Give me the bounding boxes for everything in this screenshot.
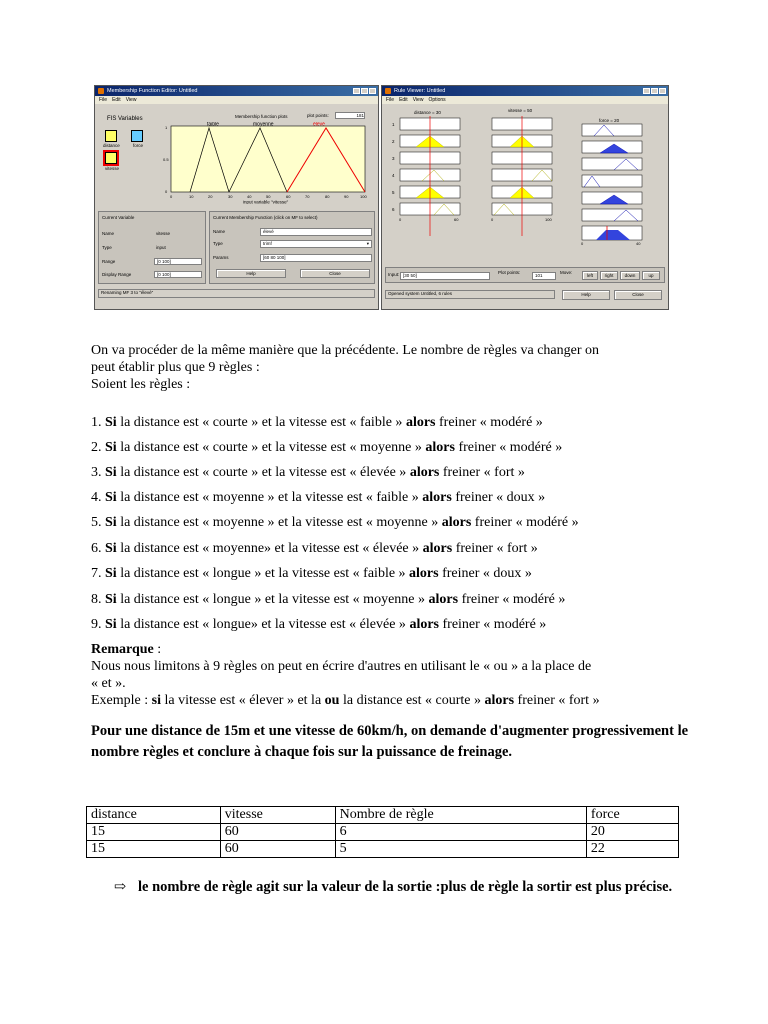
table-header: distance [87,807,221,824]
move-label: Move: [560,270,573,275]
menu-options[interactable]: Options [428,97,446,103]
row-number: 1 [392,122,395,127]
rule-viewer-window [381,85,669,310]
rule-item: 5. Si la distance est « moyenne » et la vitesse est « moyenne » alors freiner « modéré » [91,515,579,530]
remarque-line-2: « et ». [91,676,126,691]
var-force-icon[interactable] [131,130,143,142]
y-tick-1: 1 [165,125,168,130]
col3-tick: 40 [636,241,641,246]
rule-item: 2. Si la distance est « courte » et la vitesse est « moyenne » alors freiner « modéré » [91,440,563,455]
conclusion-text: le nombre de règle agit sur la valeur de la sortie :plus de règle la sortir est plus précise. [138,879,673,895]
row-number: 6 [392,207,395,212]
x-tick: 60 [286,194,291,199]
conclusion [114,876,674,898]
mf-status-bar: Renaming MF 3 to "élevé" [98,289,375,298]
col-vitesse-label: vitesse = 50 [508,108,533,113]
intro-paragraph [91,342,599,393]
input-label: Input: [388,272,400,277]
row-number: 4 [392,173,395,178]
input-vector-field[interactable]: [30 50] [400,272,490,280]
close-button[interactable]: Close [300,269,370,278]
table-row [87,824,679,841]
rule-item: 6. Si la distance est « moyenne» et la vitesse est « élevée » alors freiner « fort » [91,541,538,556]
rv-status-bar: Opened system Untitled, 6 rules [385,290,555,299]
distance-column [400,116,460,236]
rule-item: 4. Si la distance est « moyenne » et la vitesse est « faible » alors freiner « doux » [91,490,546,505]
intro-line-1: On va procéder de la même manière que la précédente. Le nombre de règles va changer on [91,343,600,358]
rule-viewer-titlebar [382,86,668,96]
mf-label-moyenne: moyenne [253,122,274,128]
table-header: vitesse [220,807,335,824]
x-axis-label: input variable "vitesse" [243,199,289,204]
menu-file[interactable]: File [386,97,395,103]
x-tick: 100 [360,194,367,199]
current-mf-label: Current Membership Function (click on MF to select) [213,215,318,220]
table-cell: 60 [220,824,335,841]
rule-viewer-title: Rule Viewer: Untitled [394,88,446,94]
mf-type-label: Type [213,241,223,246]
col-distance-label: distance = 30 [414,110,441,115]
current-variable-label: Current Variable [102,215,135,220]
remarque-title: Remarque [91,642,154,657]
cv-display-range-label: Display Range [102,272,132,277]
mf-plot-title: Membership function plots [235,114,288,119]
col-force-label: force = 20 [599,118,620,123]
results-table [86,806,679,858]
row-number: 5 [392,190,395,195]
force-column [582,124,642,240]
move-down-button[interactable]: down [620,271,640,280]
menu-view[interactable]: View [125,97,137,103]
arrow-right-icon: ⇨ [114,879,127,895]
table-cell: 20 [586,824,678,841]
table-cell: 15 [87,824,221,841]
col2-tick: 100 [545,217,552,222]
membership-function-editor-window [94,85,379,310]
y-tick-0: 0 [165,189,168,194]
plot-points-label: plot points: [307,113,329,118]
move-up-button[interactable]: up [642,271,660,280]
remarque-example: Exemple : si la vitesse est « élever » et la ou la distance est « courte » alors freiner « fort » [91,693,600,708]
x-tick: 50 [266,194,271,199]
col3-tick: 0 [581,241,584,246]
minimize-icon[interactable] [643,88,650,94]
rv-plot-points-input[interactable]: 101 [532,272,556,280]
mf-label-faible: faible [207,122,219,128]
fis-variables-label: FIS Variables [107,116,143,122]
x-tick: 90 [344,194,349,199]
maximize-icon[interactable] [651,88,658,94]
table-header-row [87,807,679,824]
cv-range-label: Range [102,259,116,264]
rule-viewer-controls [385,267,665,283]
x-tick: 20 [208,194,213,199]
menu-view[interactable]: View [412,97,424,103]
rule-viewer-plots[interactable] [382,106,669,246]
mf-type-value: trimf [263,241,272,246]
cv-type-value: input [156,245,166,250]
table-cell: 22 [586,841,678,858]
cv-name-label: Name [102,231,115,236]
table-cell: 15 [87,841,221,858]
plot-points-input[interactable]: 181 [335,112,365,119]
move-right-button[interactable]: right [600,271,618,280]
menu-edit[interactable]: Edit [399,97,408,103]
row-number: 3 [392,156,395,161]
mf-plot[interactable] [163,122,375,204]
current-mf-panel [209,211,375,284]
maximize-icon[interactable] [361,88,368,94]
row-numbers [392,122,395,212]
cv-name-value: vitesse [156,231,171,236]
mf-type-select[interactable] [260,240,372,248]
x-tick: 10 [189,194,194,199]
menu-edit[interactable]: Edit [112,97,121,103]
close-icon[interactable] [659,88,666,94]
rv-help-button[interactable]: Help [562,290,610,300]
current-variable-panel [98,211,206,284]
menu-file[interactable]: File [99,97,108,103]
rule-item: 3. Si la distance est « courte » et la vitesse est « élevée » alors freiner « fort » [91,465,525,480]
mf-name-label: Name [213,229,226,234]
remarque-line-1: Nous nous limitons à 9 règles on peut en écrire d'autres en utilisant le « ou » a la place de [91,659,592,674]
x-tick: 80 [325,194,330,199]
var-vitesse-label: vitesse [105,166,120,171]
col1-tick: 60 [454,217,459,222]
matlab-logo-icon [385,88,391,94]
close-icon[interactable] [369,88,376,94]
cv-range-input[interactable]: [0 100] [154,258,202,265]
mf-name-input[interactable]: élevé [260,228,372,236]
params-label: Params [213,255,229,260]
move-left-button[interactable]: left [582,271,598,280]
row-number: 2 [392,139,395,144]
mf-editor-title: Membership Function Editor: Untitled [107,88,198,94]
question-heading: Pour une distance de 15m et une vitesse de 60km/h, on demande d'augmenter progressivement le nombre règles et conclure à chaque fois sur la puissance de freinage. [91,723,689,760]
table-header: Nombre de règle [335,807,586,824]
x-tick: 30 [228,194,233,199]
matlab-logo-icon [98,88,104,94]
vitesse-column [492,116,552,236]
intro-line-3: Soient les règles : [91,377,191,392]
var-distance-label: distance [103,143,120,148]
dropdown-arrow-icon: ▾ [366,241,369,246]
cv-display-range-input[interactable]: [0 100] [154,271,202,278]
minimize-icon[interactable] [353,88,360,94]
table-header: force [586,807,678,824]
rule-item: 1. Si la distance est « courte » et la vitesse est « faible » alors freiner « modéré » [91,415,543,430]
mf-editor-titlebar [95,86,378,96]
x-ticks [170,194,367,199]
y-tick-05: 0.5 [163,157,169,162]
help-button[interactable]: Help [216,269,286,278]
params-input[interactable]: [60 80 100] [260,254,372,262]
rule-item: 8. Si la distance est « longue » et la vitesse est « moyenne » alors freiner « modéré » [91,592,566,607]
table-cell: 60 [220,841,335,858]
cv-type-label: Type [102,245,112,250]
table-row [87,841,679,858]
x-tick: 0 [170,194,173,199]
col1-tick: 0 [399,217,402,222]
col2-tick: 0 [491,217,494,222]
rv-close-button[interactable]: Close [614,290,662,300]
mf-editor-menubar [95,96,378,104]
table-cell: 6 [335,824,586,841]
mf-label-eleve: élevé [313,122,325,128]
table-cell: 5 [335,841,586,858]
rule-viewer-menubar [382,96,668,104]
x-tick: 70 [305,194,310,199]
var-force-label: force [133,143,144,148]
var-vitesse-icon[interactable] [105,152,117,164]
intro-line-2: peut établir plus que 9 règles : [91,360,260,375]
rule-item: 9. Si la distance est « longue» et la vitesse est « élevée » alors freiner « modéré » [91,617,547,632]
var-distance-icon[interactable] [105,130,117,142]
remarque-block: Remarque : Nous nous limitons à 9 règles on peut en écrire d'autres en utilisant le « ou » a la place de « et ». Exemple : si la vitesse est « élever » et la ou la distance est « courte » alors freiner « fort » [91,641,671,709]
x-tick: 40 [247,194,252,199]
rv-plot-points-label: Plot points: [498,270,521,275]
rule-item: 7. Si la distance est « longue » et la vitesse est « faible » alors freiner « doux » [91,566,532,581]
